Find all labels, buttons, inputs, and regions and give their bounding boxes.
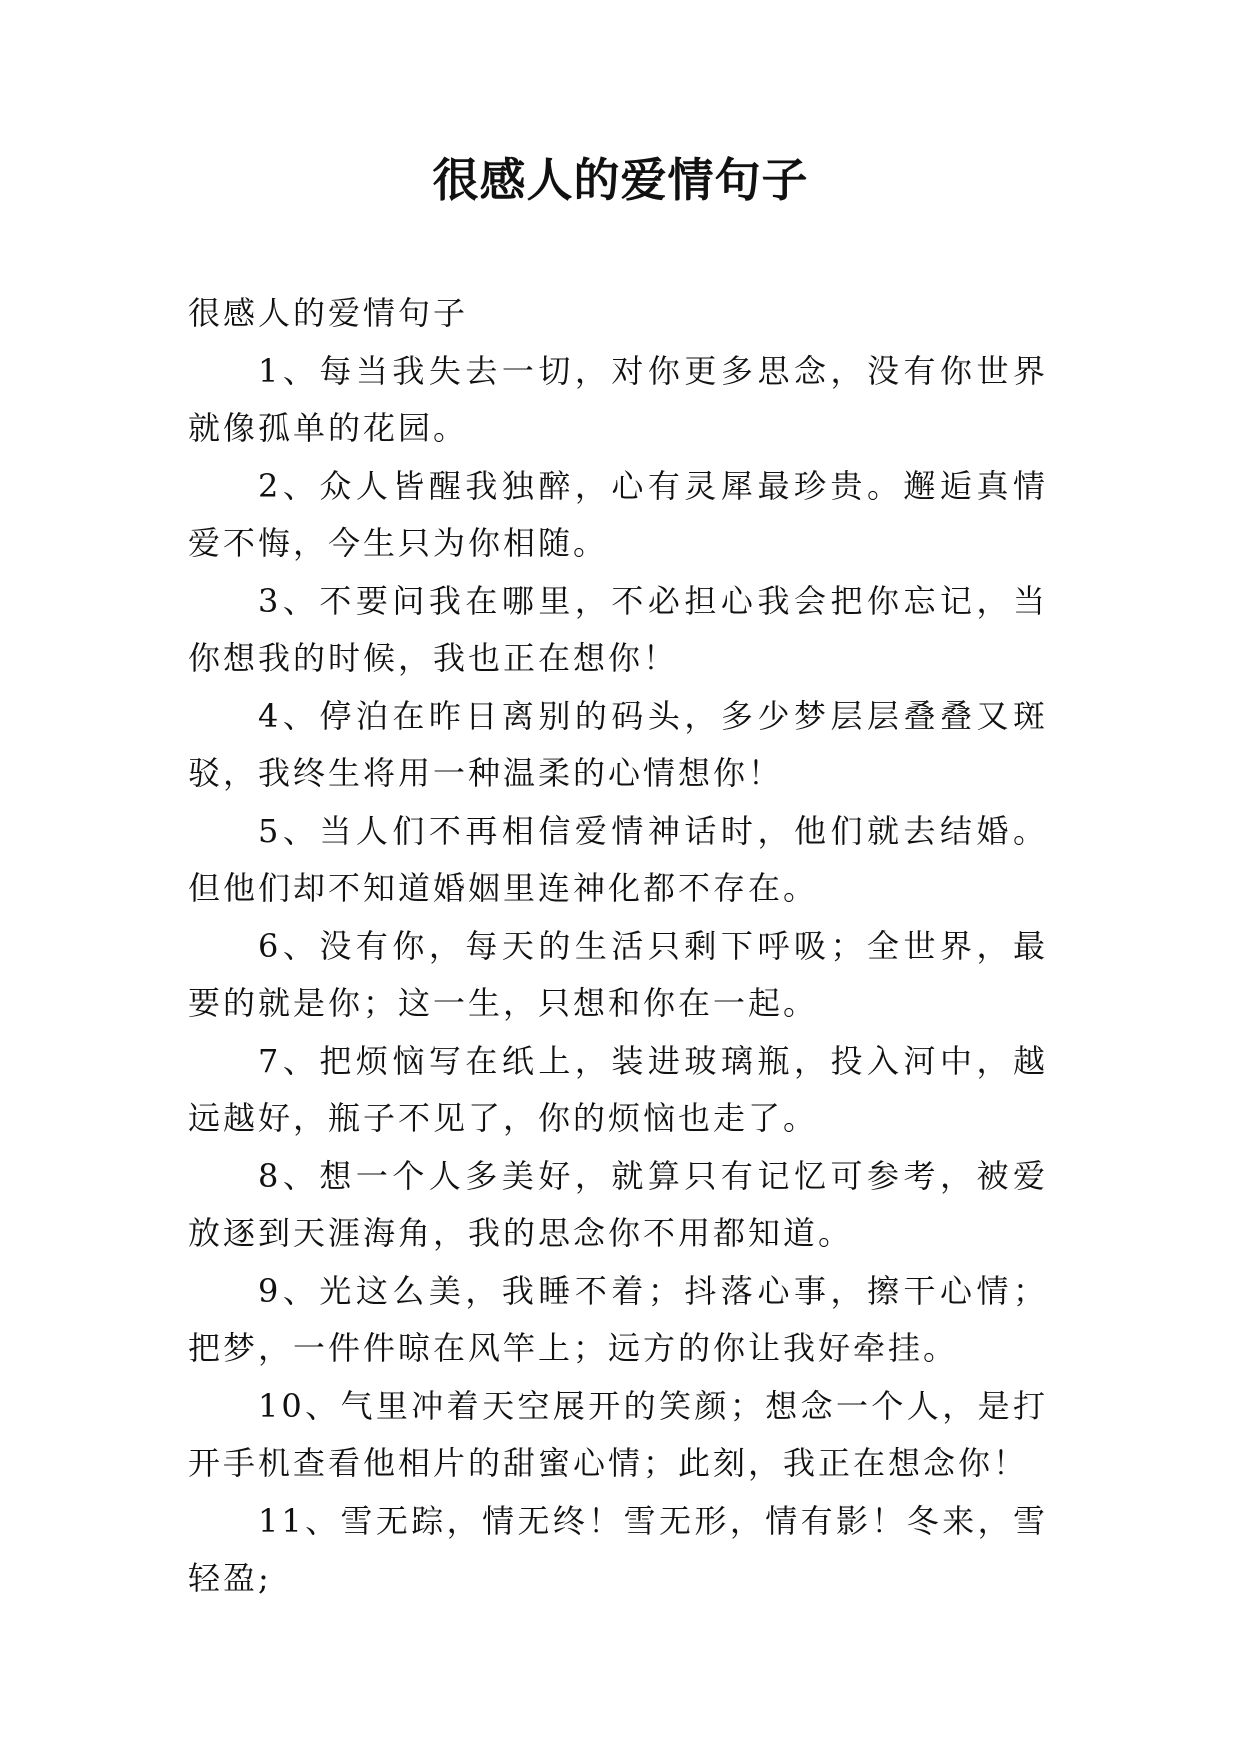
list-item: 6、没有你，每天的生活只剩下呼吸；全世界，最要的就是你；这一生，只想和你在一起。 [188,926,1048,1022]
list-item: 5、当人们不再相信爱情神话时，他们就去结婚。但他们却不知道婚姻里连神化都不存在。 [188,811,1048,907]
list-item: 9、光这么美，我睡不着；抖落心事，擦干心情；把梦，一件件晾在风竿上；远方的你让我好牵挂。 [188,1271,1048,1367]
document-subtitle: 很感人的爱情句子 [188,294,469,332]
list-item: 4、停泊在昨日离别的码头，多少梦层层叠叠又斑驳，我终生将用一种温柔的心情想你！ [188,696,1048,792]
list-item: 11、雪无踪，情无终！雪无形，情有影！冬来，雪轻盈; [188,1501,1048,1597]
document-title: 很感人的爱情句子 [432,153,809,207]
document-body [188,285,1048,1608]
list-item: 1、每当我失去一切，对你更多思念，没有你世界就像孤单的花园。 [188,351,1048,447]
list-item: 10、气里冲着天空展开的笑颜；想念一个人，是打开手机查看他相片的甜蜜心情；此刻，我正在想念你！ [188,1386,1048,1482]
list-item: 7、把烦恼写在纸上，装进玻璃瓶，投入河中，越远越好，瓶子不见了，你的烦恼也走了。 [188,1041,1048,1137]
list-item: 2、众人皆醒我独醉，心有灵犀最珍贵。邂逅真情爱不悔，今生只为你相随。 [188,466,1048,562]
list-item: 8、想一个人多美好，就算只有记忆可参考，被爱放逐到天涯海角，我的思念你不用都知道。 [188,1156,1048,1252]
list-item: 3、不要问我在哪里，不必担心我会把你忘记，当你想我的时候，我也正在想你！ [188,581,1048,677]
